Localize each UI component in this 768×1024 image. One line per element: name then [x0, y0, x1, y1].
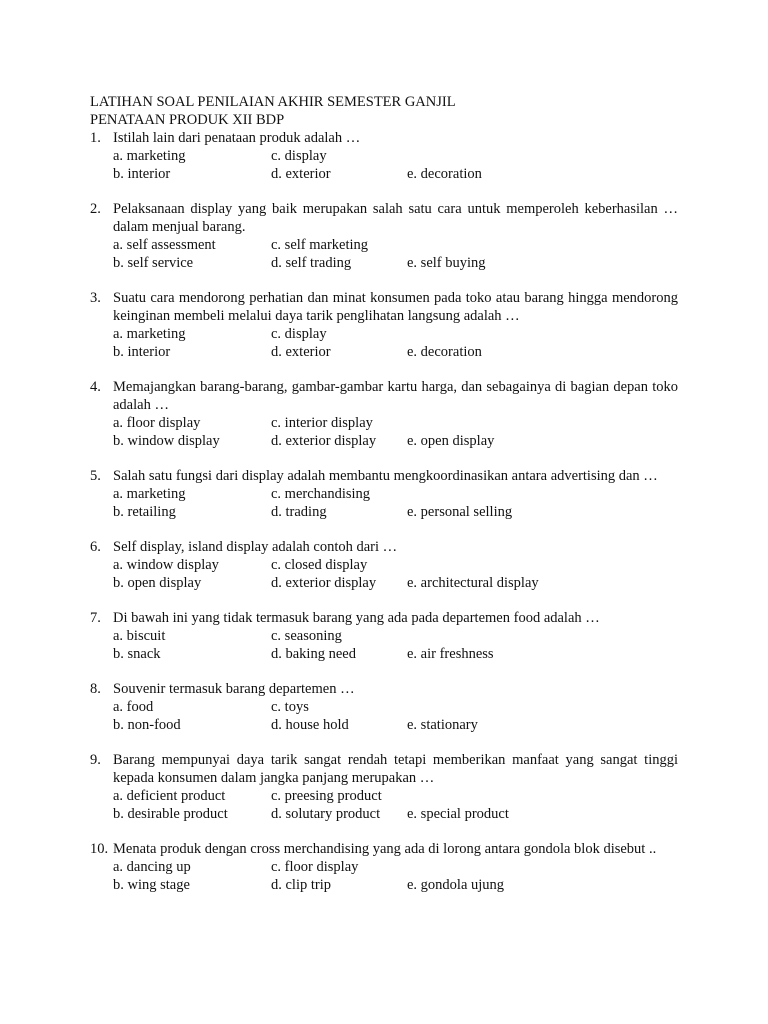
options-row-1	[113, 858, 678, 876]
question-number: 4.	[90, 379, 101, 395]
option-c: c. seasoning	[271, 628, 342, 644]
question-text: Suatu cara mendorong perhatian dan minat konsumen pada toko atau barang hingga mendorong keinginan membeli melalui daya tarik penglihatan langsung adalah …	[113, 290, 678, 324]
option-b: b. interior	[113, 344, 171, 360]
option-e: e. stationary	[407, 717, 478, 733]
question-5	[90, 467, 678, 521]
question-number: 3.	[90, 290, 101, 306]
question-1	[90, 129, 678, 183]
option-b: b. open display	[113, 575, 202, 591]
options-row-2	[113, 574, 678, 592]
option-c: c. self marketing	[271, 237, 369, 253]
option-a: a. marketing	[113, 148, 186, 164]
option-a: a. window display	[113, 557, 219, 573]
question-7	[90, 609, 678, 663]
option-d: d. exterior	[271, 344, 331, 360]
question-text: Di bawah ini yang tidak termasuk barang yang ada pada departemen food adalah …	[113, 610, 600, 626]
document-page	[90, 93, 678, 894]
options-row-1	[113, 485, 678, 503]
options-row-1	[113, 787, 678, 805]
question-number: 9.	[90, 752, 101, 768]
question-number: 7.	[90, 610, 101, 626]
option-a: a. marketing	[113, 326, 186, 342]
option-d: d. exterior display	[271, 433, 377, 449]
option-d: d. exterior display	[271, 575, 377, 591]
question-3	[90, 289, 678, 361]
options-row-2	[113, 876, 678, 894]
options-row-1	[113, 698, 678, 716]
option-e: e. decoration	[407, 166, 482, 182]
question-text: Barang mempunyai daya tarik sangat rendah tetapi memberikan manfaat yang sangat tinggi kepada konsumen dalam jangka panjang merupakan …	[113, 752, 678, 786]
question-text: Souvenir termasuk barang departemen …	[113, 681, 355, 697]
options-row-2	[113, 165, 678, 183]
option-b: b. self service	[113, 255, 194, 271]
option-b: b. window display	[113, 433, 220, 449]
question-10	[90, 840, 678, 894]
question-4	[90, 378, 678, 450]
question-number: 5.	[90, 468, 101, 484]
option-b: b. interior	[113, 166, 171, 182]
options-row-1	[113, 236, 678, 254]
option-d: d. clip trip	[271, 877, 332, 893]
options-row-2	[113, 716, 678, 734]
question-9	[90, 751, 678, 823]
option-c: c. interior display	[271, 415, 373, 431]
question-number: 10.	[90, 841, 109, 857]
question-2	[90, 200, 678, 272]
options-row-2	[113, 343, 678, 361]
option-b: b. non-food	[113, 717, 181, 733]
options-row-1	[113, 325, 678, 343]
options-row-2	[113, 432, 678, 450]
question-6	[90, 538, 678, 592]
option-e: e. architectural display	[407, 575, 539, 591]
option-c: c. display	[271, 148, 327, 164]
option-d: d. baking need	[271, 646, 356, 662]
option-d: d. solutary product	[271, 806, 381, 822]
option-e: e. personal selling	[407, 504, 513, 520]
option-e: e. open display	[407, 433, 495, 449]
question-text: Menata produk dengan cross merchandising yang ada di lorong antara gondola blok disebut ..	[113, 841, 657, 857]
question-number: 1.	[90, 130, 101, 146]
option-c: c. closed display	[271, 557, 368, 573]
option-b: b. snack	[113, 646, 161, 662]
option-a: a. dancing up	[113, 859, 191, 875]
question-number: 2.	[90, 201, 101, 217]
option-b: b. desirable product	[113, 806, 228, 822]
option-d: d. trading	[271, 504, 327, 520]
question-number: 8.	[90, 681, 101, 697]
options-row-2	[113, 645, 678, 663]
option-d: d. self trading	[271, 255, 352, 271]
option-c: c. floor display	[271, 859, 359, 875]
option-d: d. exterior	[271, 166, 331, 182]
option-a: a. marketing	[113, 486, 186, 502]
question-text: Istilah lain dari penataan produk adalah …	[113, 130, 361, 146]
options-row-1	[113, 147, 678, 165]
option-a: a. floor display	[113, 415, 201, 431]
question-text: Self display, island display adalah contoh dari …	[113, 539, 398, 555]
question-number: 6.	[90, 539, 101, 555]
option-e: e. special product	[407, 806, 509, 822]
option-e: e. decoration	[407, 344, 482, 360]
document-subtitle: PENATAAN PRODUK XII BDP	[90, 112, 285, 128]
options-row-2	[113, 805, 678, 823]
option-b: b. retailing	[113, 504, 176, 520]
options-row-1	[113, 556, 678, 574]
question-8	[90, 680, 678, 734]
option-b: b. wing stage	[113, 877, 190, 893]
option-a: a. self assessment	[113, 237, 216, 253]
option-c: c. merchandising	[271, 486, 371, 502]
option-a: a. biscuit	[113, 628, 166, 644]
options-row-1	[113, 414, 678, 432]
question-text: Memajangkan barang-barang, gambar-gambar kartu harga, dan sebagainya di bagian depan toko adalah …	[113, 379, 678, 413]
options-row-2	[113, 254, 678, 272]
option-d: d. house hold	[271, 717, 349, 733]
option-e: e. air freshness	[407, 646, 494, 662]
option-c: c. preesing product	[271, 788, 382, 804]
option-c: c. toys	[271, 699, 309, 715]
option-e: e. self buying	[407, 255, 486, 271]
options-row-1	[113, 627, 678, 645]
options-row-2	[113, 503, 678, 521]
option-e: e. gondola ujung	[407, 877, 505, 893]
option-c: c. display	[271, 326, 327, 342]
option-a: a. deficient product	[113, 788, 226, 804]
document-title: LATIHAN SOAL PENILAIAN AKHIR SEMESTER GANJIL	[90, 94, 456, 110]
question-text: Salah satu fungsi dari display adalah membantu mengkoordinasikan antara advertising dan …	[113, 468, 658, 484]
question-text: Pelaksanaan display yang baik merupakan salah satu cara untuk memperoleh keberhasilan … dalam menjual barang.	[113, 201, 678, 235]
option-a: a. food	[113, 699, 154, 715]
